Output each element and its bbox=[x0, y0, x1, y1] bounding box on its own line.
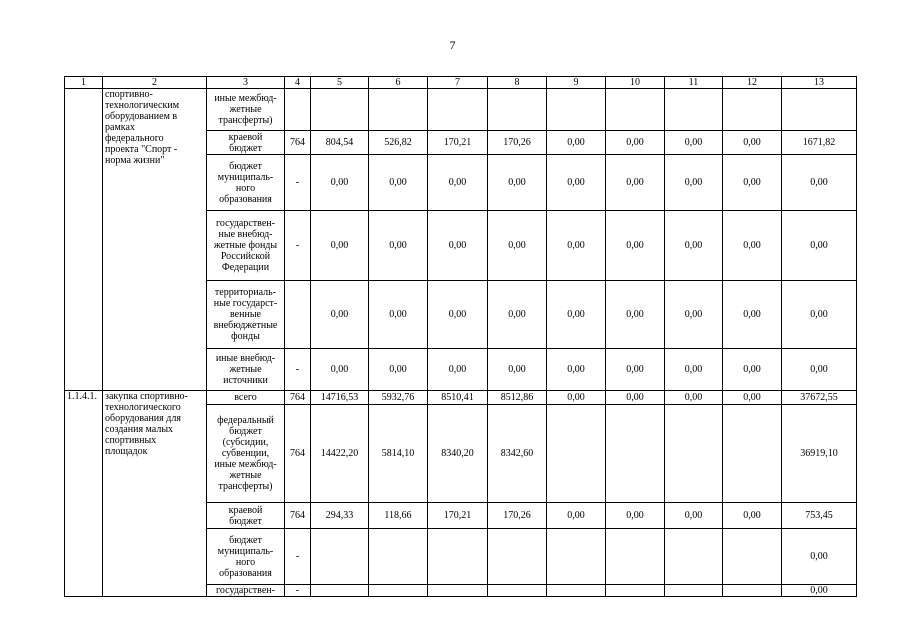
column-header: 6 bbox=[369, 77, 428, 89]
amount-cell: 526,82 bbox=[369, 131, 428, 155]
amount-cell: 0,00 bbox=[428, 155, 488, 211]
amount-cell: 0,00 bbox=[488, 155, 547, 211]
budget-table bbox=[64, 76, 857, 597]
amount-cell: 8510,41 bbox=[428, 391, 488, 405]
amount-cell: 170,26 bbox=[488, 503, 547, 529]
amount-cell: 0,00 bbox=[782, 281, 857, 349]
gr-code-cell: - bbox=[285, 529, 311, 585]
funding-source: всего bbox=[207, 391, 285, 405]
amount-cell bbox=[606, 529, 665, 585]
amount-cell: 804,54 bbox=[311, 131, 369, 155]
column-header: 12 bbox=[723, 77, 782, 89]
item-description: спортивно- технологическим оборудованием в рамках федерального проекта "Спорт - норма жизни" bbox=[103, 89, 207, 391]
amount-cell: 8340,20 bbox=[428, 405, 488, 503]
amount-cell bbox=[723, 529, 782, 585]
item-code: 1.1.4.1. bbox=[65, 391, 103, 597]
amount-cell: 0,00 bbox=[606, 281, 665, 349]
gr-code-cell: - bbox=[285, 155, 311, 211]
funding-source: иные внебюд- жетные источники bbox=[207, 349, 285, 391]
amount-cell bbox=[665, 405, 723, 503]
amount-cell: 0,00 bbox=[488, 281, 547, 349]
gr-code-cell: - bbox=[285, 211, 311, 281]
amount-cell: 0,00 bbox=[547, 503, 606, 529]
amount-cell bbox=[547, 529, 606, 585]
amount-cell bbox=[488, 89, 547, 131]
amount-cell: 294,33 bbox=[311, 503, 369, 529]
amount-cell bbox=[606, 405, 665, 503]
amount-cell: 0,00 bbox=[665, 503, 723, 529]
amount-cell: 0,00 bbox=[723, 211, 782, 281]
amount-cell: 0,00 bbox=[428, 211, 488, 281]
funding-source: бюджет муниципаль- ного образования bbox=[207, 155, 285, 211]
amount-cell bbox=[369, 89, 428, 131]
amount-cell bbox=[369, 585, 428, 597]
amount-cell bbox=[606, 585, 665, 597]
amount-cell bbox=[428, 585, 488, 597]
amount-cell: 0,00 bbox=[782, 585, 857, 597]
amount-cell bbox=[311, 89, 369, 131]
amount-cell bbox=[665, 89, 723, 131]
amount-cell: 0,00 bbox=[547, 155, 606, 211]
gr-code-cell bbox=[285, 89, 311, 131]
amount-cell: 0,00 bbox=[428, 281, 488, 349]
amount-cell: 0,00 bbox=[606, 391, 665, 405]
gr-code-cell: - bbox=[285, 585, 311, 597]
amount-cell: 0,00 bbox=[723, 155, 782, 211]
amount-cell: 0,00 bbox=[782, 211, 857, 281]
amount-cell: 0,00 bbox=[723, 131, 782, 155]
amount-cell: 0,00 bbox=[311, 155, 369, 211]
amount-cell: 0,00 bbox=[665, 131, 723, 155]
gr-code-cell: 764 bbox=[285, 391, 311, 405]
funding-source: краевой бюджет bbox=[207, 131, 285, 155]
amount-cell: 0,00 bbox=[547, 349, 606, 391]
amount-cell: 0,00 bbox=[547, 131, 606, 155]
amount-cell: 0,00 bbox=[369, 349, 428, 391]
column-header: 13 bbox=[782, 77, 857, 89]
amount-cell: 0,00 bbox=[547, 281, 606, 349]
amount-cell: 0,00 bbox=[723, 281, 782, 349]
amount-cell bbox=[488, 585, 547, 597]
amount-cell: 0,00 bbox=[311, 349, 369, 391]
amount-cell bbox=[723, 405, 782, 503]
column-header: 3 bbox=[207, 77, 285, 89]
amount-cell: 0,00 bbox=[606, 211, 665, 281]
column-header: 9 bbox=[547, 77, 606, 89]
amount-cell: 5932,76 bbox=[369, 391, 428, 405]
amount-cell: 8342,60 bbox=[488, 405, 547, 503]
amount-cell: 753,45 bbox=[782, 503, 857, 529]
amount-cell: 0,00 bbox=[606, 155, 665, 211]
table-row bbox=[65, 89, 857, 131]
amount-cell: 0,00 bbox=[547, 211, 606, 281]
amount-cell bbox=[369, 529, 428, 585]
amount-cell: 170,21 bbox=[428, 503, 488, 529]
amount-cell: 0,00 bbox=[606, 131, 665, 155]
amount-cell: 14422,20 bbox=[311, 405, 369, 503]
column-header: 4 bbox=[285, 77, 311, 89]
funding-source: иные межбюд- жетные трансферты) bbox=[207, 89, 285, 131]
amount-cell bbox=[723, 89, 782, 131]
amount-cell bbox=[665, 529, 723, 585]
amount-cell: 0,00 bbox=[311, 211, 369, 281]
amount-cell: 0,00 bbox=[665, 281, 723, 349]
funding-source: государствен- ные внебюд- жетные фонды Российской Федерации bbox=[207, 211, 285, 281]
amount-cell: 0,00 bbox=[606, 503, 665, 529]
amount-cell bbox=[547, 405, 606, 503]
gr-code-cell: 764 bbox=[285, 131, 311, 155]
amount-cell: 5814,10 bbox=[369, 405, 428, 503]
amount-cell: 0,00 bbox=[369, 155, 428, 211]
amount-cell: 0,00 bbox=[606, 349, 665, 391]
gr-code-cell: 764 bbox=[285, 503, 311, 529]
gr-code-cell bbox=[285, 281, 311, 349]
amount-cell: 0,00 bbox=[369, 281, 428, 349]
funding-source: бюджет муниципаль- ного образования bbox=[207, 529, 285, 585]
amount-cell: 170,21 bbox=[428, 131, 488, 155]
amount-cell: 0,00 bbox=[665, 391, 723, 405]
funding-source: краевой бюджет bbox=[207, 503, 285, 529]
funding-source: федеральный бюджет (субсидии, субвенции, иные межбюд- жетные трансферты) bbox=[207, 405, 285, 503]
amount-cell: 14716,53 bbox=[311, 391, 369, 405]
gr-code-cell: 764 bbox=[285, 405, 311, 503]
page-number: 7 bbox=[449, 38, 456, 52]
column-header: 10 bbox=[606, 77, 665, 89]
amount-cell: 36919,10 bbox=[782, 405, 857, 503]
amount-cell bbox=[723, 585, 782, 597]
amount-cell: 0,00 bbox=[782, 155, 857, 211]
item-code bbox=[65, 89, 103, 391]
amount-cell: 8512,86 bbox=[488, 391, 547, 405]
amount-cell: 37672,55 bbox=[782, 391, 857, 405]
amount-cell: 0,00 bbox=[723, 503, 782, 529]
column-header: 5 bbox=[311, 77, 369, 89]
amount-cell bbox=[311, 585, 369, 597]
amount-cell: 118,66 bbox=[369, 503, 428, 529]
column-header: 1 bbox=[65, 77, 103, 89]
amount-cell: 0,00 bbox=[369, 211, 428, 281]
amount-cell: 0,00 bbox=[782, 529, 857, 585]
amount-cell: 1671,82 bbox=[782, 131, 857, 155]
amount-cell bbox=[428, 89, 488, 131]
funding-source: государствен- bbox=[207, 585, 285, 597]
column-header: 11 bbox=[665, 77, 723, 89]
amount-cell bbox=[782, 89, 857, 131]
column-header: 8 bbox=[488, 77, 547, 89]
gr-code-cell: - bbox=[285, 349, 311, 391]
amount-cell: 0,00 bbox=[723, 391, 782, 405]
amount-cell bbox=[428, 529, 488, 585]
table-row bbox=[65, 391, 857, 405]
amount-cell: 170,26 bbox=[488, 131, 547, 155]
amount-cell: 0,00 bbox=[488, 211, 547, 281]
amount-cell: 0,00 bbox=[665, 211, 723, 281]
amount-cell: 0,00 bbox=[428, 349, 488, 391]
amount-cell: 0,00 bbox=[665, 155, 723, 211]
amount-cell: 0,00 bbox=[665, 349, 723, 391]
amount-cell: 0,00 bbox=[488, 349, 547, 391]
amount-cell: 0,00 bbox=[782, 349, 857, 391]
amount-cell bbox=[547, 89, 606, 131]
amount-cell: 0,00 bbox=[723, 349, 782, 391]
amount-cell bbox=[311, 529, 369, 585]
amount-cell bbox=[665, 585, 723, 597]
funding-source: территориаль- ные государст- венные внебюджетные фонды bbox=[207, 281, 285, 349]
item-description: закупка спортивно- технологического оборудования для создания малых спортивных площадок bbox=[103, 391, 207, 597]
amount-cell bbox=[488, 529, 547, 585]
amount-cell bbox=[606, 89, 665, 131]
amount-cell: 0,00 bbox=[311, 281, 369, 349]
amount-cell bbox=[547, 585, 606, 597]
column-header: 7 bbox=[428, 77, 488, 89]
header-row bbox=[65, 77, 857, 89]
amount-cell: 0,00 bbox=[547, 391, 606, 405]
column-header: 2 bbox=[103, 77, 207, 89]
